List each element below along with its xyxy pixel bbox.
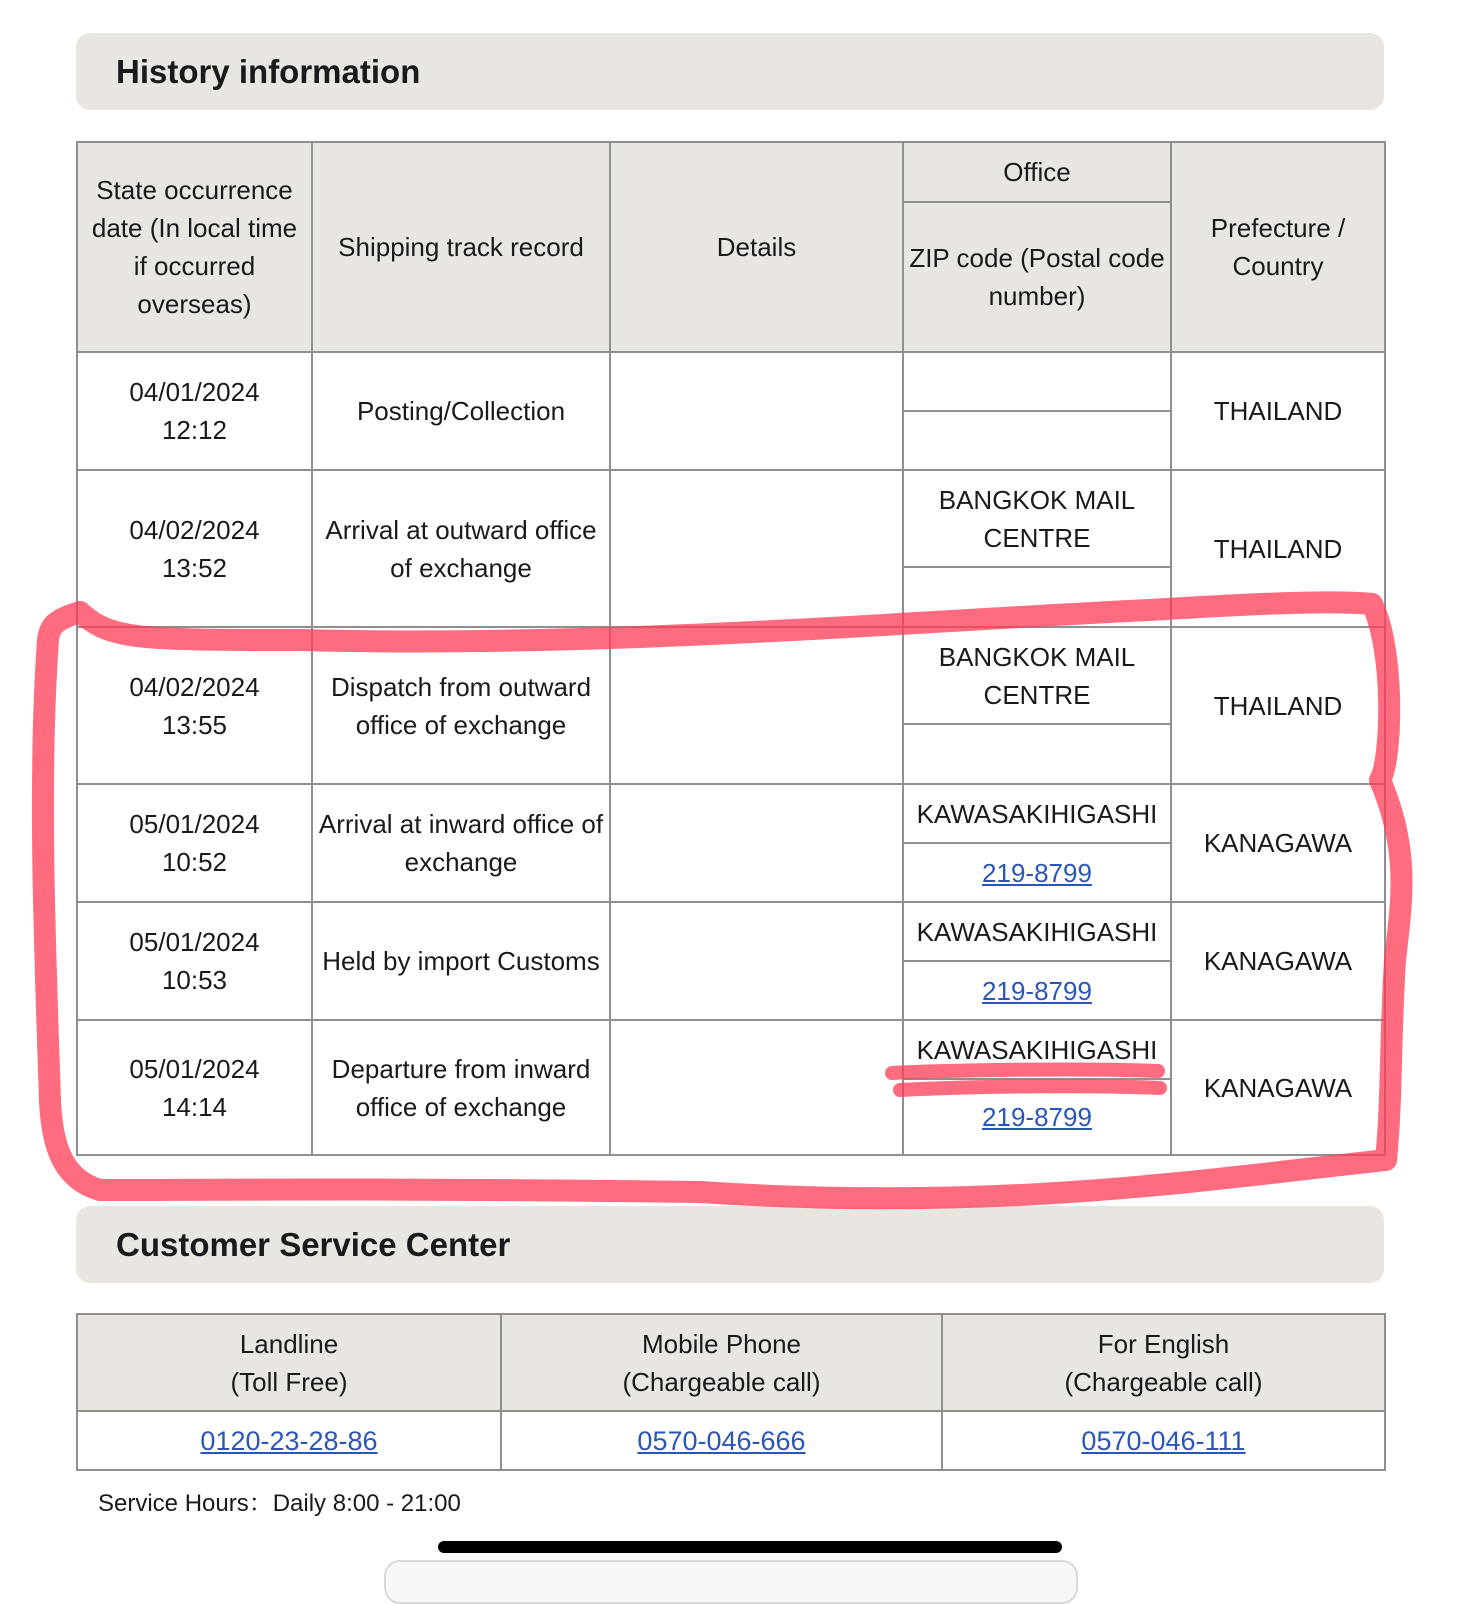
mobile-phone-link[interactable]: 0570-046-666 <box>637 1425 806 1456</box>
row-details <box>610 902 903 1020</box>
mobile-phone-label: Mobile Phone <box>642 1328 801 1359</box>
row-date: 05/01/2024 <box>129 1053 260 1084</box>
english-header <box>942 1314 1385 1411</box>
phone-number-row <box>77 1411 1385 1470</box>
row-prefecture: THAILAND <box>1171 627 1385 784</box>
row-time: 10:53 <box>161 965 228 995</box>
row-date: 04/02/2024 <box>129 671 260 702</box>
landline-sublabel: (Toll Free) <box>230 1366 348 1397</box>
zip-code-link[interactable]: 219-8799 <box>982 1102 1092 1132</box>
header-office: Office <box>903 142 1171 202</box>
row-office: KAWASAKIHIGASHI <box>903 1020 1171 1079</box>
phone-header-row <box>77 1314 1385 1411</box>
row-date-cell <box>77 352 312 470</box>
header-date: State occurrence date (In local time if occurred overseas) <box>77 142 312 352</box>
row-date-cell <box>77 627 312 784</box>
table-row <box>77 902 1385 961</box>
row-date-cell <box>77 470 312 627</box>
table-row <box>77 1020 1385 1079</box>
customer-service-title-text: Customer Service Center <box>116 1225 511 1263</box>
row-track-record: Arrival at outward office of exchange <box>312 470 610 627</box>
row-date-cell <box>77 902 312 1020</box>
row-time: 13:55 <box>161 709 228 740</box>
row-details <box>610 784 903 902</box>
row-time: 14:14 <box>161 1091 228 1122</box>
mobile-phone-sublabel: (Chargeable call) <box>622 1366 821 1397</box>
row-prefecture: THAILAND <box>1171 352 1385 470</box>
landline-label: Landline <box>239 1328 339 1359</box>
row-time: 13:52 <box>161 552 228 583</box>
table-row <box>77 784 1385 843</box>
row-office <box>903 352 1171 411</box>
english-number-cell <box>942 1411 1385 1470</box>
row-track-record: Held by import Customs <box>312 902 610 1020</box>
table-row <box>77 352 1385 411</box>
row-date: 04/01/2024 <box>129 377 260 407</box>
row-date-cell <box>77 1020 312 1155</box>
customer-service-table <box>76 1313 1386 1471</box>
row-date-cell <box>77 784 312 902</box>
row-zip-cell <box>903 1079 1171 1155</box>
zip-code-link[interactable]: 219-8799 <box>982 857 1092 888</box>
header-details: Details <box>610 142 903 352</box>
row-prefecture: KANAGAWA <box>1171 784 1385 902</box>
history-title-text: History information <box>116 52 421 90</box>
landline-phone-link[interactable]: 0120-23-28-86 <box>200 1425 378 1456</box>
row-date: 05/01/2024 <box>129 809 260 839</box>
row-office: KAWASAKIHIGASHI <box>903 784 1171 843</box>
header-track-record: Shipping track record <box>312 142 610 352</box>
english-label: For English <box>1097 1328 1230 1359</box>
row-details <box>610 352 903 470</box>
history-header-row <box>77 142 1385 202</box>
table-row <box>77 470 1385 567</box>
mobile-phone-header <box>501 1314 942 1411</box>
mobile-number-cell <box>501 1411 942 1470</box>
history-section-title <box>76 33 1384 110</box>
header-prefecture: Prefecture / Country <box>1171 142 1385 352</box>
row-prefecture: KANAGAWA <box>1171 902 1385 1020</box>
row-track-record: Arrival at inward office of exchange <box>312 784 610 902</box>
row-date: 05/01/2024 <box>129 927 260 957</box>
row-details <box>610 470 903 627</box>
row-track-record: Dispatch from outward office of exchange <box>312 627 610 784</box>
row-zip-cell <box>903 961 1171 1020</box>
landline-header <box>77 1314 501 1411</box>
landline-number-cell <box>77 1411 501 1470</box>
row-details <box>610 627 903 784</box>
bottom-toolbar-edge <box>384 1560 1078 1604</box>
row-time: 10:52 <box>161 847 228 877</box>
row-track-record: Posting/Collection <box>312 352 610 470</box>
row-track-record: Departure from inward office of exchange <box>312 1020 610 1155</box>
row-office: BANGKOK MAIL CENTRE <box>903 627 1171 724</box>
row-zip <box>903 724 1171 784</box>
row-prefecture: THAILAND <box>1171 470 1385 627</box>
row-zip <box>903 567 1171 627</box>
row-details <box>610 1020 903 1155</box>
row-office: BANGKOK MAIL CENTRE <box>903 470 1171 567</box>
zip-code-link[interactable]: 219-8799 <box>982 975 1092 1006</box>
service-hours-text: Service Hours：Daily 8:00 - 21:00 <box>98 1490 461 1517</box>
english-sublabel: (Chargeable call) <box>1064 1366 1263 1397</box>
row-date: 04/02/2024 <box>129 514 260 545</box>
row-zip <box>903 411 1171 470</box>
row-zip-cell <box>903 843 1171 902</box>
history-table <box>76 141 1386 1156</box>
table-row <box>77 627 1385 724</box>
row-prefecture: KANAGAWA <box>1171 1020 1385 1155</box>
customer-service-section-title <box>76 1206 1384 1283</box>
english-phone-link[interactable]: 0570-046-111 <box>1081 1425 1246 1456</box>
row-time: 12:12 <box>161 415 228 445</box>
home-indicator[interactable] <box>438 1541 1062 1553</box>
row-office: KAWASAKIHIGASHI <box>903 902 1171 961</box>
header-zip: ZIP code (Postal code number) <box>903 202 1171 352</box>
